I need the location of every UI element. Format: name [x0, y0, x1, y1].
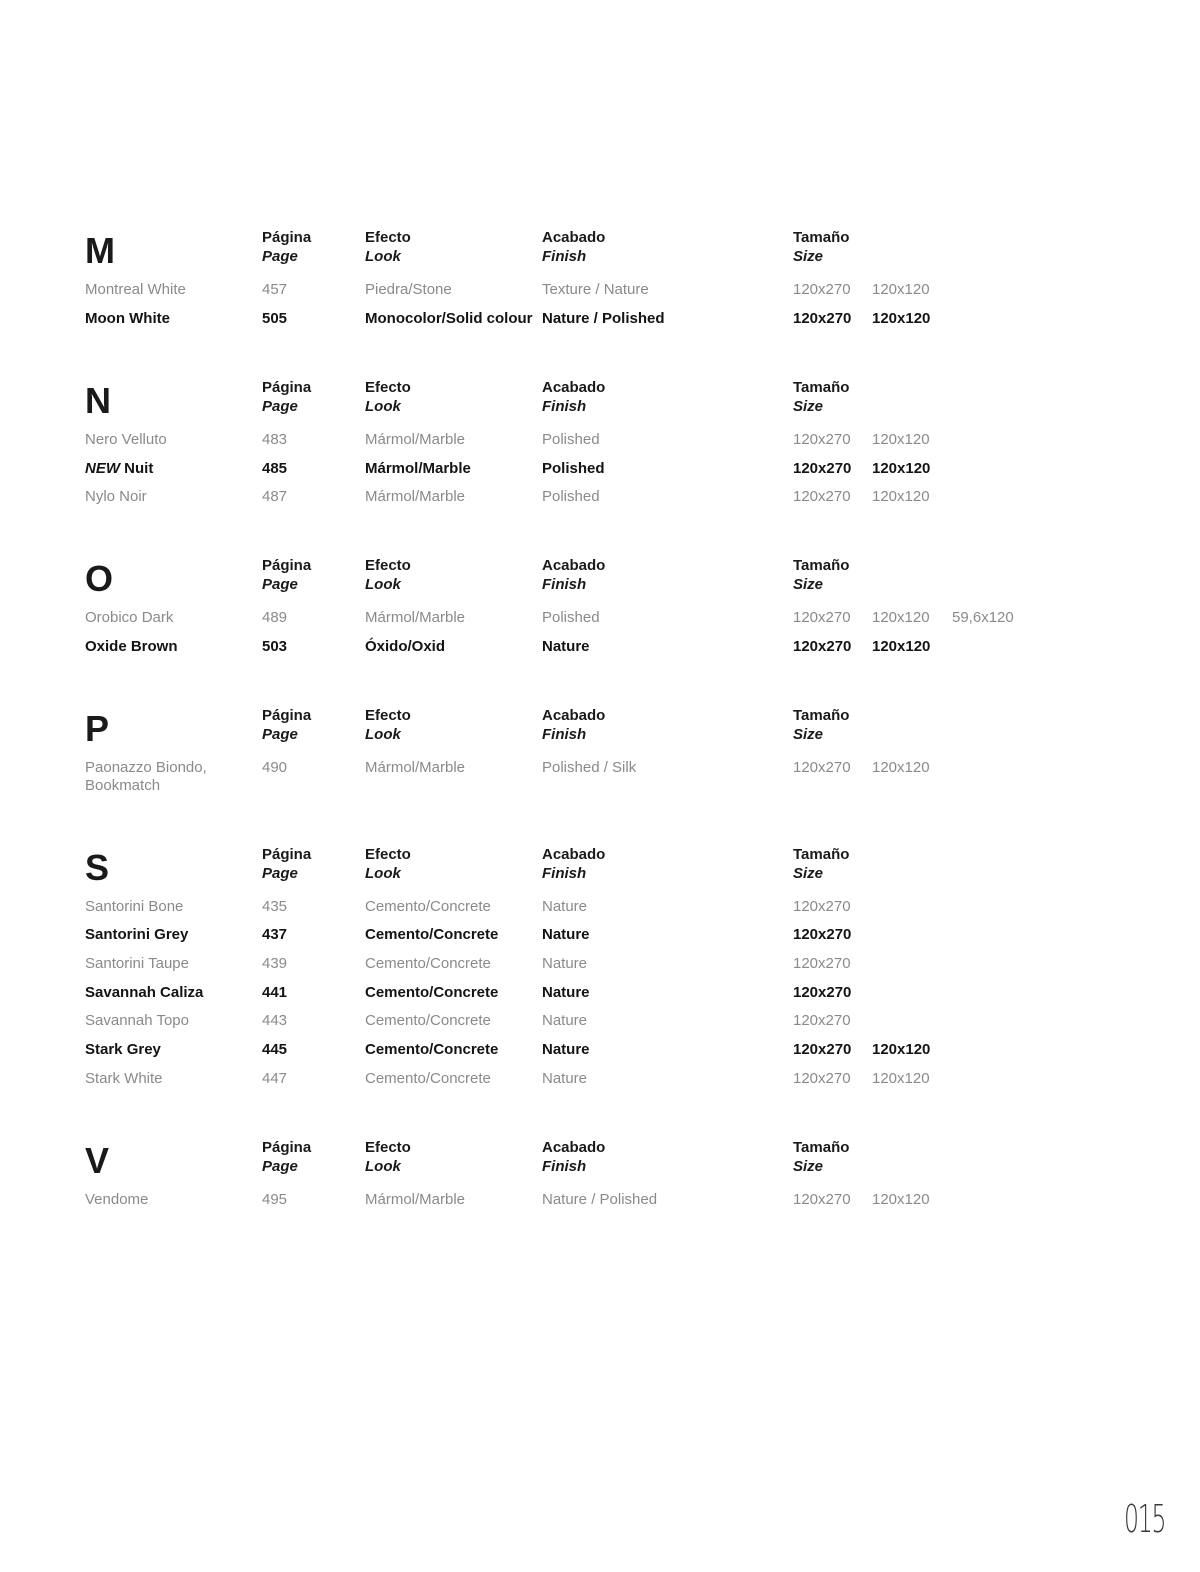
product-name: Nero Velluto [85, 431, 167, 448]
header-size: Tamaño Size [793, 229, 850, 265]
product-size: 120x120 [872, 281, 930, 298]
product-finish: Nature / Polished [542, 1191, 658, 1208]
product-page: 445 [262, 1041, 288, 1058]
product-row [0, 488, 1200, 510]
header-page: Página Page [262, 707, 312, 743]
header-look: Efecto Look [365, 379, 411, 415]
product-look: Mármol/Marble [365, 759, 466, 776]
product-size: 120x120 [872, 1191, 930, 1208]
product-finish: Polished [542, 460, 605, 477]
header-size: Tamaño Size [793, 557, 850, 593]
product-size: 120x270 [793, 460, 852, 477]
product-size: 120x120 [872, 431, 930, 448]
product-size: 120x270 [793, 1191, 851, 1208]
header-size: Tamaño Size [793, 846, 850, 882]
product-look: Cemento/Concrete [365, 898, 491, 915]
product-size: 120x120 [872, 460, 931, 477]
product-name: Stark Grey [85, 1041, 161, 1058]
product-page: 503 [262, 638, 288, 655]
product-look: Cemento/Concrete [365, 955, 491, 972]
product-name: Stark White [85, 1070, 163, 1087]
product-size: 120x270 [793, 926, 852, 943]
product-finish: Polished [542, 488, 600, 505]
product-look: Cemento/Concrete [365, 984, 499, 1001]
product-size: 120x120 [872, 1070, 930, 1087]
product-row [0, 1191, 1200, 1213]
product-page: 441 [262, 984, 288, 1001]
product-look: Mármol/Marble [365, 431, 466, 448]
header-look: Efecto Look [365, 557, 411, 593]
header-look: Efecto Look [365, 846, 411, 882]
product-size: 120x270 [793, 488, 851, 505]
product-name: Santorini Taupe [85, 955, 189, 972]
product-finish: Nature [542, 1012, 588, 1029]
product-row [0, 759, 1200, 799]
product-look: Cemento/Concrete [365, 1070, 491, 1087]
product-row [0, 1070, 1200, 1092]
product-look: Piedra/Stone [365, 281, 452, 298]
product-size: 120x270 [793, 1070, 851, 1087]
product-size: 120x270 [793, 609, 851, 626]
product-size: 120x120 [872, 609, 930, 626]
product-look: Mármol/Marble [365, 609, 466, 626]
product-page: 437 [262, 926, 288, 943]
product-finish: Nature [542, 984, 590, 1001]
product-finish: Nature [542, 898, 588, 915]
product-size: 59,6x120 [952, 609, 1014, 626]
product-size: 120x270 [793, 955, 851, 972]
product-size: 120x120 [872, 310, 931, 327]
header-page: Página Page [262, 1139, 312, 1175]
section-letter: N [85, 380, 111, 421]
product-finish: Texture / Nature [542, 281, 649, 298]
product-name-text: Nuit [124, 460, 154, 477]
section-letter: P [85, 708, 110, 749]
product-finish: Polished [542, 609, 600, 626]
product-page: 457 [262, 281, 288, 298]
product-name: Vendome [85, 1191, 149, 1208]
product-name: Montreal White [85, 281, 186, 298]
header-page: Página Page [262, 379, 312, 415]
product-finish: Nature [542, 926, 590, 943]
header-finish: Acabado Finish [542, 1139, 606, 1175]
header-size: Tamaño Size [793, 1139, 850, 1175]
product-row [0, 1041, 1200, 1063]
product-look: Cemento/Concrete [365, 1012, 491, 1029]
product-name [85, 759, 207, 795]
product-row [0, 1012, 1200, 1034]
product-finish: Nature [542, 955, 588, 972]
header-finish: Acabado Finish [542, 846, 606, 882]
product-page: 439 [262, 955, 288, 972]
header-look: Efecto Look [365, 229, 411, 265]
product-row [0, 638, 1200, 660]
section-letter: V [85, 1140, 110, 1181]
header-page: Página Page [262, 229, 312, 265]
header-finish: Acabado Finish [542, 557, 606, 593]
product-size: 120x120 [872, 638, 931, 655]
header-size: Tamaño Size [793, 707, 850, 743]
product-finish: Nature [542, 638, 590, 655]
product-row [0, 955, 1200, 977]
product-size: 120x270 [793, 431, 851, 448]
product-finish: Nature [542, 1070, 588, 1087]
product-size: 120x270 [793, 984, 852, 1001]
product-row [0, 609, 1200, 631]
product-name: Moon White [85, 310, 170, 327]
product-finish: Polished [542, 431, 600, 448]
product-name [85, 460, 153, 478]
product-size: 120x270 [793, 759, 851, 776]
product-name: Santorini Bone [85, 898, 184, 915]
product-row [0, 926, 1200, 948]
product-page: 505 [262, 310, 288, 327]
product-page: 490 [262, 759, 288, 776]
header-finish: Acabado Finish [542, 379, 606, 415]
product-page: 485 [262, 460, 288, 477]
product-name: Savannah Caliza [85, 984, 204, 1001]
product-size: 120x270 [793, 1041, 852, 1058]
product-size: 120x120 [872, 1041, 931, 1058]
product-row [0, 898, 1200, 920]
product-name-line: Bookmatch [85, 777, 161, 794]
section-letter: O [85, 558, 114, 599]
product-look: Cemento/Concrete [365, 1041, 499, 1058]
product-size: 120x270 [793, 281, 851, 298]
product-page: 483 [262, 431, 288, 448]
header-size: Tamaño Size [793, 379, 850, 415]
product-finish: Nature [542, 1041, 590, 1058]
product-size: 120x270 [793, 1012, 851, 1029]
new-badge: NEW [85, 460, 120, 477]
product-finish: Polished / Silk [542, 759, 637, 776]
product-page: 435 [262, 898, 288, 915]
product-name: Santorini Grey [85, 926, 189, 943]
product-page: 443 [262, 1012, 288, 1029]
product-size: 120x270 [793, 310, 852, 327]
product-size: 120x120 [872, 488, 930, 505]
product-look: Mármol/Marble [365, 1191, 466, 1208]
product-size: 120x270 [793, 638, 852, 655]
product-size: 120x120 [872, 759, 930, 776]
product-name: Oxide Brown [85, 638, 178, 655]
header-page: Página Page [262, 557, 312, 593]
product-row [0, 431, 1200, 453]
product-look: Mármol/Marble [365, 460, 471, 477]
header-page: Página Page [262, 846, 312, 882]
product-page: 487 [262, 488, 288, 505]
product-row [0, 281, 1200, 303]
section-letter: M [85, 230, 115, 271]
header-finish: Acabado Finish [542, 707, 606, 743]
product-page: 489 [262, 609, 288, 626]
product-look: Monocolor/Solid colour [365, 310, 533, 327]
product-size: 120x270 [793, 898, 851, 915]
product-name: Savannah Topo [85, 1012, 189, 1029]
product-look: Cemento/Concrete [365, 926, 499, 943]
header-finish: Acabado Finish [542, 229, 606, 265]
product-look: Mármol/Marble [365, 488, 466, 505]
page-number: 015 [1124, 1497, 1166, 1541]
product-row [0, 310, 1200, 332]
section-letter: S [85, 847, 110, 888]
product-name-line: Paonazzo Biondo, [85, 759, 207, 776]
product-finish: Nature / Polished [542, 310, 665, 327]
product-name: Nylo Noir [85, 488, 147, 505]
product-row [0, 460, 1200, 482]
product-page: 447 [262, 1070, 288, 1087]
product-name: Orobico Dark [85, 609, 174, 626]
product-row [0, 984, 1200, 1006]
product-look: Óxido/Oxid [365, 638, 446, 655]
product-page: 495 [262, 1191, 288, 1208]
header-look: Efecto Look [365, 1139, 411, 1175]
header-look: Efecto Look [365, 707, 411, 743]
